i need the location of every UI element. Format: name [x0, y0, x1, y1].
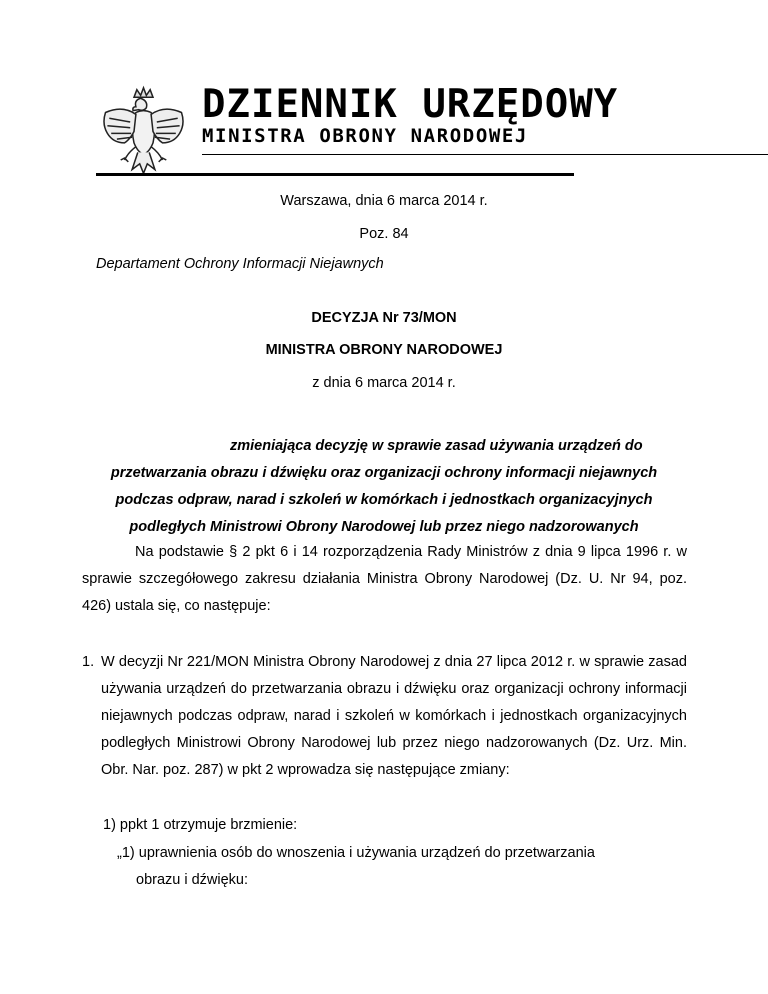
divider — [202, 154, 768, 155]
list-item — [82, 649, 687, 784]
journal-title: DZIENNIK URZĘDOWY — [202, 82, 619, 127]
journal-subtitle: MINISTRA OBRONY NARODOWEJ — [202, 125, 528, 147]
divider — [96, 173, 574, 176]
item-number: 1. — [82, 654, 95, 670]
department: Departament Ochrony Informacji Niejawnych — [96, 256, 384, 272]
quoted-text — [117, 840, 687, 894]
item-text: W decyzji Nr 221/MON Ministra Obrony Narodowej z dnia 27 lipca 2012 r. w sprawie zasad używania urządzeń do przetwarzania obrazu i dźwięku oraz organizacji ochrony informacji niejawnych podczas odpraw, narad i szkoleń w komórkach i jednostkach organizacyjnych podległych Ministrowi Obrony Narodowej lub przez niego nadzorowanych (Dz. Urz. Min. Obr. Nar. poz. 287) w pkt 2 wprowadza się następujące zmiany: — [101, 654, 687, 778]
decision-issuer: MINISTRA OBRONY NARODOWEJ — [265, 342, 503, 358]
quote-line2: obrazu i dźwięku: — [136, 872, 249, 888]
decision-title-line1: zmieniająca decyzję w sprawie zasad używania urządzeń do — [230, 438, 643, 454]
eagle-emblem-icon — [96, 84, 191, 179]
sub-item: 1) ppkt 1 otrzymuje brzmienie: — [103, 817, 298, 833]
decision-title — [82, 433, 686, 541]
masthead — [96, 84, 676, 184]
decision-number: DECYZJA Nr 73/MON — [311, 310, 457, 326]
preamble: Na podstawie § 2 pkt 6 i 14 rozporządzenia Rady Ministrów z dnia 9 lipca 1996 r. w sprawie szczegółowego zakresu działania Ministra Obrony Narodowej (Dz. U. Nr 94, poz. 426) ustala się, co następuje: — [82, 544, 687, 614]
place-date: Warszawa, dnia 6 marca 2014 r. — [280, 193, 488, 209]
quote-line1: „1) uprawnienia osób do wnoszenia i używania urządzeń do przetwarzania — [117, 845, 595, 861]
decision-date: z dnia 6 marca 2014 r. — [312, 375, 456, 391]
position-number: Poz. 84 — [359, 226, 409, 242]
decision-title-rest: przetwarzania obrazu i dźwięku oraz organizacji ochrony informacji niejawnych podczas odpraw, narad i szkoleń w komórkach i jednostkach organizacyjnych podległych Ministrowi Obrony Narodowej lub przez niego nadzorowanych — [110, 465, 658, 535]
